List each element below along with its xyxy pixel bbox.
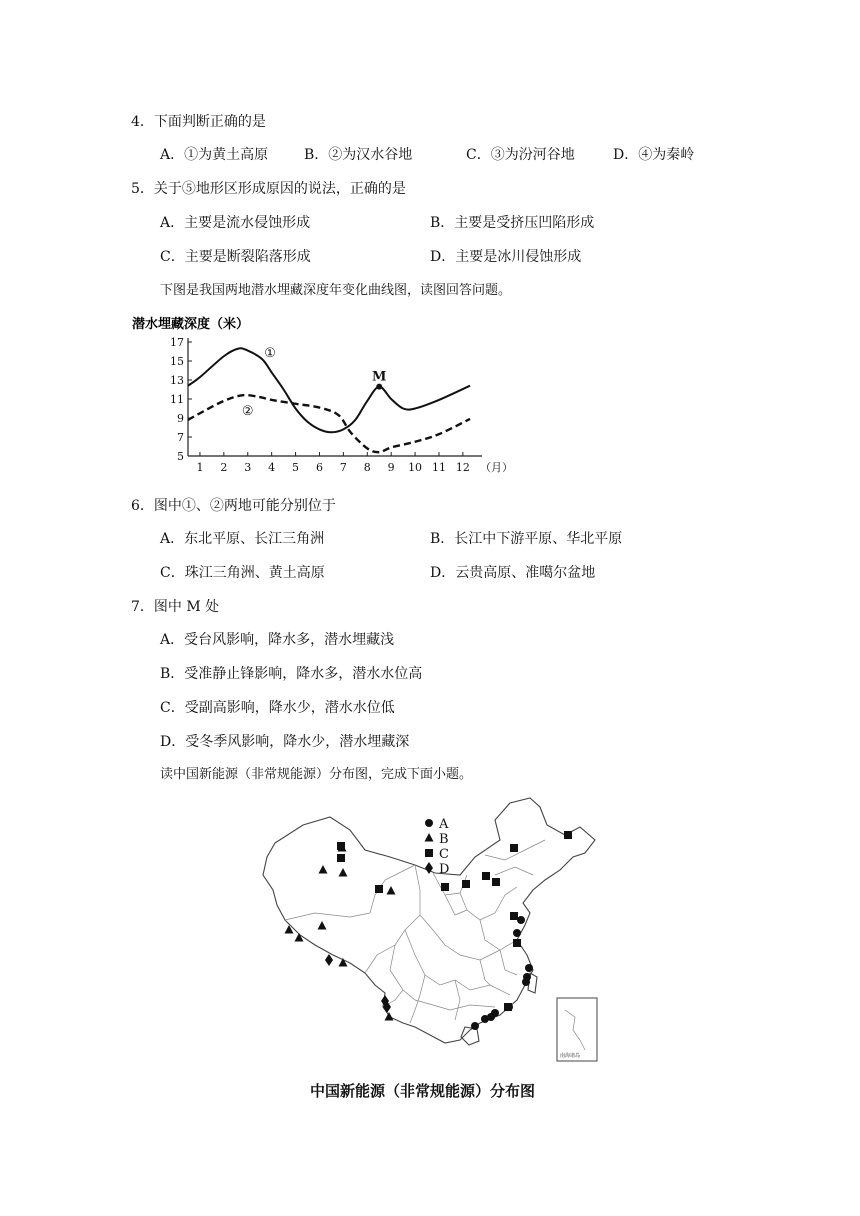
legend-label-B: B xyxy=(439,832,449,847)
china-new-energy-map xyxy=(255,795,615,1070)
q5-option-c: C．主要是断裂陷落形成 xyxy=(160,249,311,265)
marker-b xyxy=(285,925,294,934)
marker-c xyxy=(564,831,572,839)
chart-intro: 下图是我国两地潜水埋藏深度年变化曲线图，读图回答问题。 xyxy=(160,283,512,298)
q6-option-d: D．云贵高原、准噶尔盆地 xyxy=(430,565,596,581)
inset-label: 南海诸岛 xyxy=(560,1053,581,1059)
q4-option-b: B．②为汉水谷地 xyxy=(304,147,413,163)
marker-b xyxy=(339,868,348,877)
q6-option-b: B．长江中下游平原、华北平原 xyxy=(430,531,623,547)
groundwater-depth-chart xyxy=(130,314,530,474)
marker-b xyxy=(385,1012,394,1021)
marker-b xyxy=(319,865,328,874)
marker-c xyxy=(462,880,470,888)
q7-stem: 7．图中 M 处 xyxy=(131,599,220,615)
marker-a xyxy=(481,1015,489,1023)
marker-a xyxy=(513,929,521,937)
x-tick-label: 4 xyxy=(268,461,276,474)
y-tick-label: 15 xyxy=(170,355,184,368)
x-tick-label: 3 xyxy=(244,461,252,474)
map-caption: 中国新能源（非常规能源）分布图 xyxy=(310,1082,536,1100)
marker-c xyxy=(441,883,449,891)
marker-b xyxy=(387,886,396,895)
marker-c xyxy=(504,1003,512,1011)
x-tick-label: 9 xyxy=(387,461,395,474)
legend-triangle xyxy=(425,833,434,842)
x-axis-label: （月） xyxy=(480,461,513,474)
q7-option-d: D．受冬季风影响，降水少，潜水埋藏深 xyxy=(160,734,410,750)
y-tick-labels xyxy=(170,336,192,463)
x-tick-label: 12 xyxy=(455,461,470,474)
series-line-1 xyxy=(188,348,470,432)
chart-title: 潜水埋藏深度（米） xyxy=(132,317,250,332)
q4-option-a: A．①为黄土高原 xyxy=(160,147,269,163)
legend-label-C: C xyxy=(439,847,449,862)
south-china-sea-inset xyxy=(557,998,597,1061)
annotation-2: ① xyxy=(264,346,276,362)
q5-option-a: A．主要是流水侵蚀形成 xyxy=(160,215,311,231)
annotation-1: M xyxy=(372,369,387,385)
marker-c xyxy=(513,939,521,947)
q6-stem: 6．图中①、②两地可能分别位于 xyxy=(131,498,336,514)
x-tick-labels xyxy=(196,452,513,474)
q6-option-c: C．珠江三角洲、黄土高原 xyxy=(160,565,325,581)
marker-c xyxy=(337,842,345,850)
marker-c xyxy=(482,872,490,880)
legend-label-D: D xyxy=(439,862,450,877)
marker-c xyxy=(492,878,500,886)
y-tick-label: 11 xyxy=(170,393,184,406)
q5-option-d: D．主要是冰川侵蚀形成 xyxy=(430,249,582,265)
y-tick-label: 13 xyxy=(170,374,184,387)
x-tick-label: 8 xyxy=(363,461,371,474)
x-tick-label: 5 xyxy=(292,461,300,474)
q7-option-b: B．受准静止锋影响，降水多，潜水水位高 xyxy=(160,666,423,682)
q4-option-d: D．④为秦岭 xyxy=(613,147,695,163)
x-tick-label: 11 xyxy=(431,461,446,474)
q7-option-c: C．受副高影响，降水少，潜水水位低 xyxy=(160,700,395,716)
marker-c xyxy=(510,844,518,852)
marker-b xyxy=(339,958,348,967)
chart-annotations xyxy=(242,346,386,419)
marker-d xyxy=(325,954,333,966)
marker-b xyxy=(318,921,327,930)
annotation-3: ② xyxy=(241,403,254,419)
legend-circle xyxy=(425,819,433,827)
energy-markers xyxy=(285,831,573,1030)
x-tick-label: 2 xyxy=(220,461,228,474)
marker-a xyxy=(471,1022,479,1030)
x-tick-label: 7 xyxy=(339,461,347,474)
q4-stem: 4．下面判断正确的是 xyxy=(131,114,266,130)
y-tick-label: 17 xyxy=(170,336,184,349)
marker-c xyxy=(337,854,345,862)
y-tick-label: 5 xyxy=(177,450,184,463)
y-tick-label: 7 xyxy=(177,431,184,444)
marker-b xyxy=(295,933,304,942)
q7-option-a: A．受台风影响，降水多，潜水埋藏浅 xyxy=(160,632,395,648)
marker-a xyxy=(525,964,533,972)
marker-a xyxy=(522,978,530,986)
q6-option-a: A．东北平原、长江三角洲 xyxy=(160,531,325,547)
chart-series xyxy=(188,348,470,452)
marker-a xyxy=(517,916,525,924)
q4-option-c: C．③为汾河谷地 xyxy=(466,147,575,163)
legend-label-A: A xyxy=(439,817,449,832)
marker-c xyxy=(375,885,383,893)
legend-square xyxy=(425,849,433,857)
x-tick-label: 6 xyxy=(315,461,323,474)
marker-c xyxy=(510,912,518,920)
map-legend xyxy=(425,817,450,877)
map-intro: 读中国新能源（非常规能源）分布图，完成下面小题。 xyxy=(160,767,473,782)
y-tick-label: 9 xyxy=(177,412,184,425)
x-tick-label: 10 xyxy=(408,461,423,474)
x-tick-label: 1 xyxy=(196,461,204,474)
q5-stem: 5．关于⑤地形区形成原因的说法，正确的是 xyxy=(131,181,406,197)
q5-option-b: B．主要是受挤压凹陷形成 xyxy=(430,215,595,231)
